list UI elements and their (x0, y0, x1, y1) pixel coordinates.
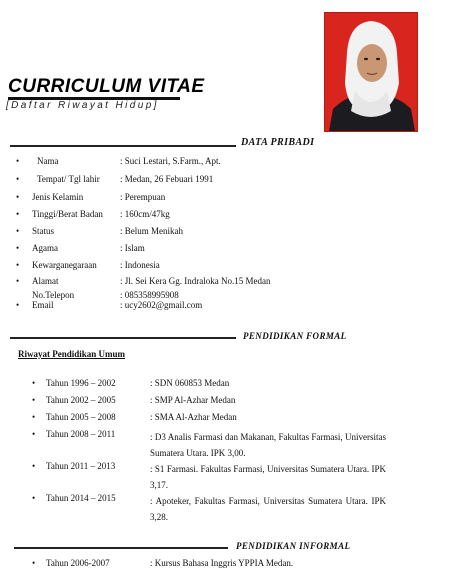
personal-label: Email (32, 300, 54, 310)
cv-title: CURRICULUM VITAE (8, 76, 205, 97)
education-year: Tahun 2014 – 2015 (46, 493, 116, 503)
personal-value: : Suci Lestari, S.Farm., Apt. (120, 156, 221, 166)
bullet: • (32, 461, 36, 471)
personal-value: : 160cm/47kg (120, 209, 170, 219)
education-subheading: Riwayat Pendidikan Umum (18, 349, 126, 359)
education-value: : Apoteker, Fakultas Farmasi, Universitas Sumatera Utara. IPK 3,28. (150, 496, 386, 522)
bullet: • (16, 300, 20, 310)
personal-label: Tempat/ Tgl lahir (37, 174, 100, 184)
bullet: • (32, 429, 36, 439)
education-year: Tahun 1996 – 2002 (46, 378, 116, 388)
personal-value: : Perempuan (120, 192, 166, 202)
education-value: : SDN 060853 Medan (150, 378, 230, 388)
personal-value: : Indonesia (120, 260, 160, 270)
personal-label: Kewarganegaraan (32, 260, 97, 270)
bullet: • (32, 412, 36, 422)
personal-value: : Islam (120, 243, 145, 253)
cv-subtitle: [Daftar Riwayat Hidup] (6, 100, 159, 111)
bullet: • (16, 260, 20, 270)
personal-label: Status (32, 226, 55, 236)
bullet: • (16, 276, 20, 286)
personal-label: Alamat (32, 276, 59, 286)
education-year: Tahun 2011 – 2013 (46, 461, 116, 471)
education-year: Tahun 2008 – 2011 (46, 429, 116, 439)
informal-value: : Kursus Bahasa Inggris YPPIA Medan. (150, 558, 294, 568)
section-title-informal: PENDIDIKAN INFORMAL (236, 541, 351, 551)
education-year: Tahun 2005 – 2008 (46, 412, 116, 422)
bullet: • (16, 209, 20, 219)
personal-label: Agama (32, 243, 58, 253)
bullet: • (32, 378, 36, 388)
education-value: : D3 Analis Farmasi dan Makanan, Fakultas Farmasi, Universitas Sumatera Utara. IPK 3,00. (150, 432, 386, 458)
education-value: : SMA Al-Azhar Medan (150, 412, 237, 422)
education-year: Tahun 2002 – 2005 (46, 395, 116, 405)
personal-label: Nama (37, 156, 59, 166)
personal-value: : 085358995908 (120, 290, 179, 300)
bullet: • (16, 243, 20, 253)
profile-photo (324, 12, 418, 132)
personal-value: : Medan, 26 Febuari 1991 (120, 174, 214, 184)
education-value: : SMP Al-Azhar Medan (150, 395, 236, 405)
section-title-education: PENDIDIKAN FORMAL (243, 331, 347, 341)
profile-photo-illustration (325, 13, 417, 131)
personal-value: : ucy2602@gmail.com (120, 300, 203, 310)
bullet: • (32, 493, 36, 503)
section-rule-education (10, 337, 236, 339)
section-rule-personal (10, 145, 236, 147)
informal-year: Tahun 2006-2007 (46, 558, 110, 568)
personal-label: Jenis Kelamin (32, 192, 84, 202)
section-title-personal: DATA PRIBADI (241, 137, 315, 148)
personal-value: : Jl. Sei Kera Gg. Indraloka No.15 Medan (120, 276, 271, 286)
bullet: • (16, 192, 20, 202)
personal-value: : Belum Menikah (120, 226, 183, 236)
personal-label: No.Telepon (32, 290, 75, 300)
bullet: • (16, 156, 20, 166)
bullet: • (16, 174, 20, 184)
bullet: • (32, 395, 36, 405)
bullet: • (32, 558, 36, 568)
bullet: • (16, 226, 20, 236)
personal-label: Tinggi/Berat Badan (32, 209, 103, 219)
section-rule-informal (14, 547, 228, 549)
education-value: : S1 Farmasi. Fakultas Farmasi, Universitas Sumatera Utara. IPK 3,17. (150, 464, 386, 490)
